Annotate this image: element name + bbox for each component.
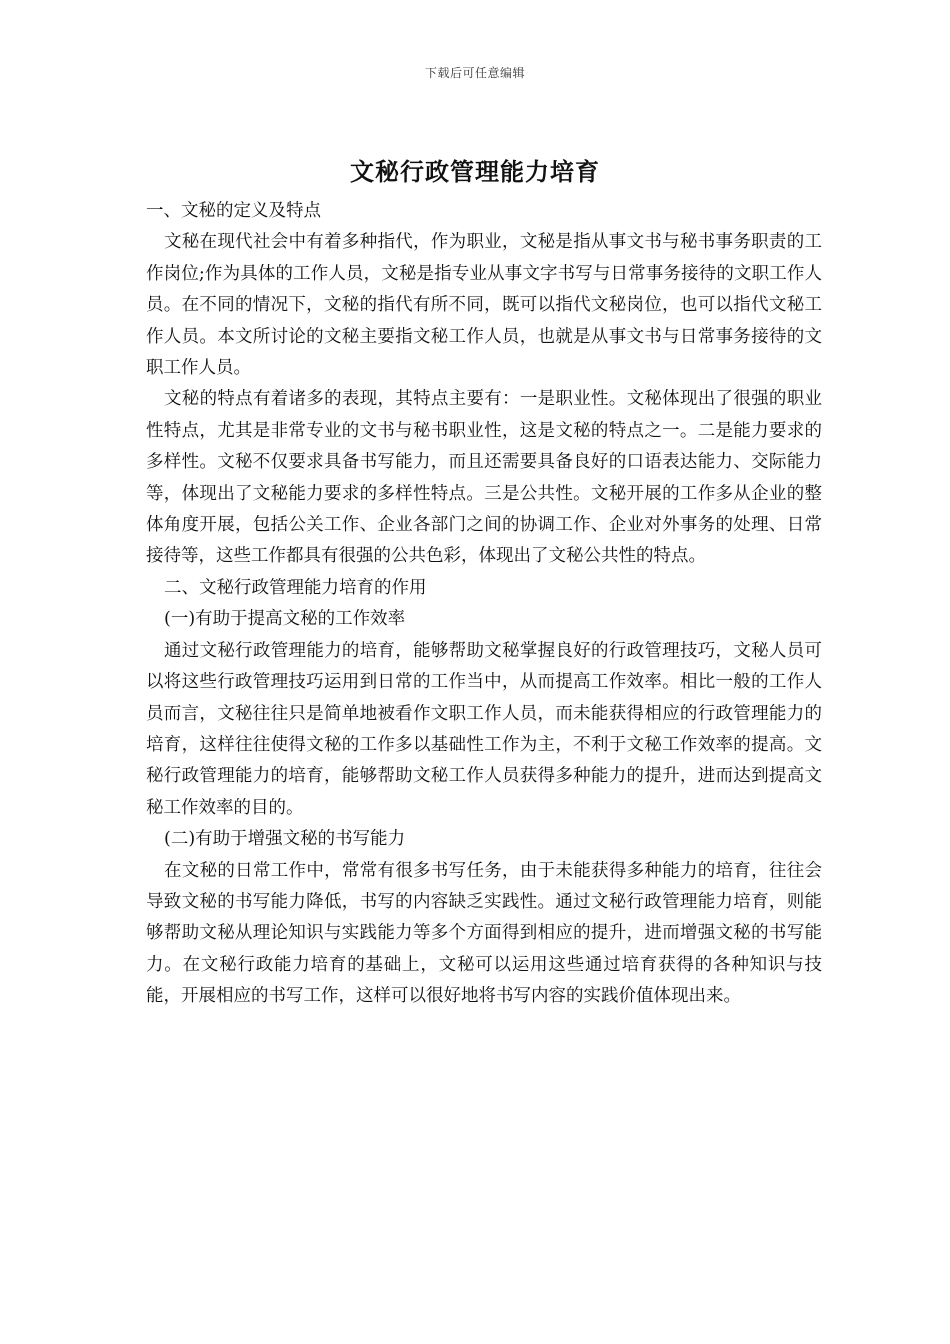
document-body [146, 196, 822, 1013]
section-heading-2: 二、文秘行政管理能力培育的作用 [164, 577, 427, 598]
section-heading-1: 一、文秘的定义及特点 [146, 201, 321, 221]
paragraph-efficiency: 通过文秘行政管理能力的培育，能够帮助文秘掌握良好的行政管理技巧，文秘人员可以将这些行政管理技巧运用到日常的工作当中，从而提高工作效率。相比一般的工作人员而言，文秘往往只是简单地被看作文职工作人员，而未能获得相应的行政管理能力的培育，这样往往使得文秘的工作多以基础性工作为主，不利于文秘工作效率的提高。文秘行政管理能力的培育，能够帮助文秘工作人员获得多种能力的提升，进而达到提高文秘工作效率的目的。 [146, 640, 822, 818]
paragraph-writing: 在文秘的日常工作中，常常有很多书写任务，由于未能获得多种能力的培育，往往会导致文秘的书写能力降低，书写的内容缺乏实践性。通过文秘行政管理能力培育，则能够帮助文秘从理论知识与实践能力等多个方面得到相应的提升，进而增强文秘的书写能力。在文秘行政能力培育的基础上，文秘可以运用这些通过培育获得的各种知识与技能，开展相应的书写工作，这样可以很好地将书写内容的实践价值体现出来。 [146, 860, 822, 1007]
header-note: 下载后可任意编辑 [424, 66, 525, 80]
subsection-heading-efficiency: (一)有助于提高文秘的工作效率 [164, 609, 406, 630]
document-title: 文秘行政管理能力培育 [350, 157, 600, 186]
subsection-heading-writing: (二)有助于增强文秘的书写能力 [164, 829, 406, 850]
paragraph-definition: 文秘在现代社会中有着多种指代，作为职业，文秘是指从事文书与秘书事务职责的工作岗位;作为具体的工作人员，文秘是指专业从事文字书写与日常事务接待的文职工作人员。在不同的情况下，文秘的指代有所不同，既可以指代文秘岗位，也可以指代文秘工作人员。本文所讨论的文秘主要指文秘工作人员，也就是从事文书与日常事务接待的文职工作人员。 [146, 232, 822, 379]
paragraph-characteristics: 文秘的特点有着诸多的表现，其特点主要有：一是职业性。文秘体现出了很强的职业性特点，尤其是非常专业的文书与秘书职业性，这是文秘的特点之一。二是能力要求的多样性。文秘不仅要求具备书写能力，而且还需要具备良好的口语表达能力、交际能力等，体现出了文秘能力要求的多样性特点。三是公共性。文秘开展的工作多从企业的整体角度开展，包括公关工作、企业各部门之间的协调工作、企业对外事务的处理、日常接待等，这些工作都具有很强的公共色彩，体现出了文秘公共性的特点。 [146, 389, 822, 567]
